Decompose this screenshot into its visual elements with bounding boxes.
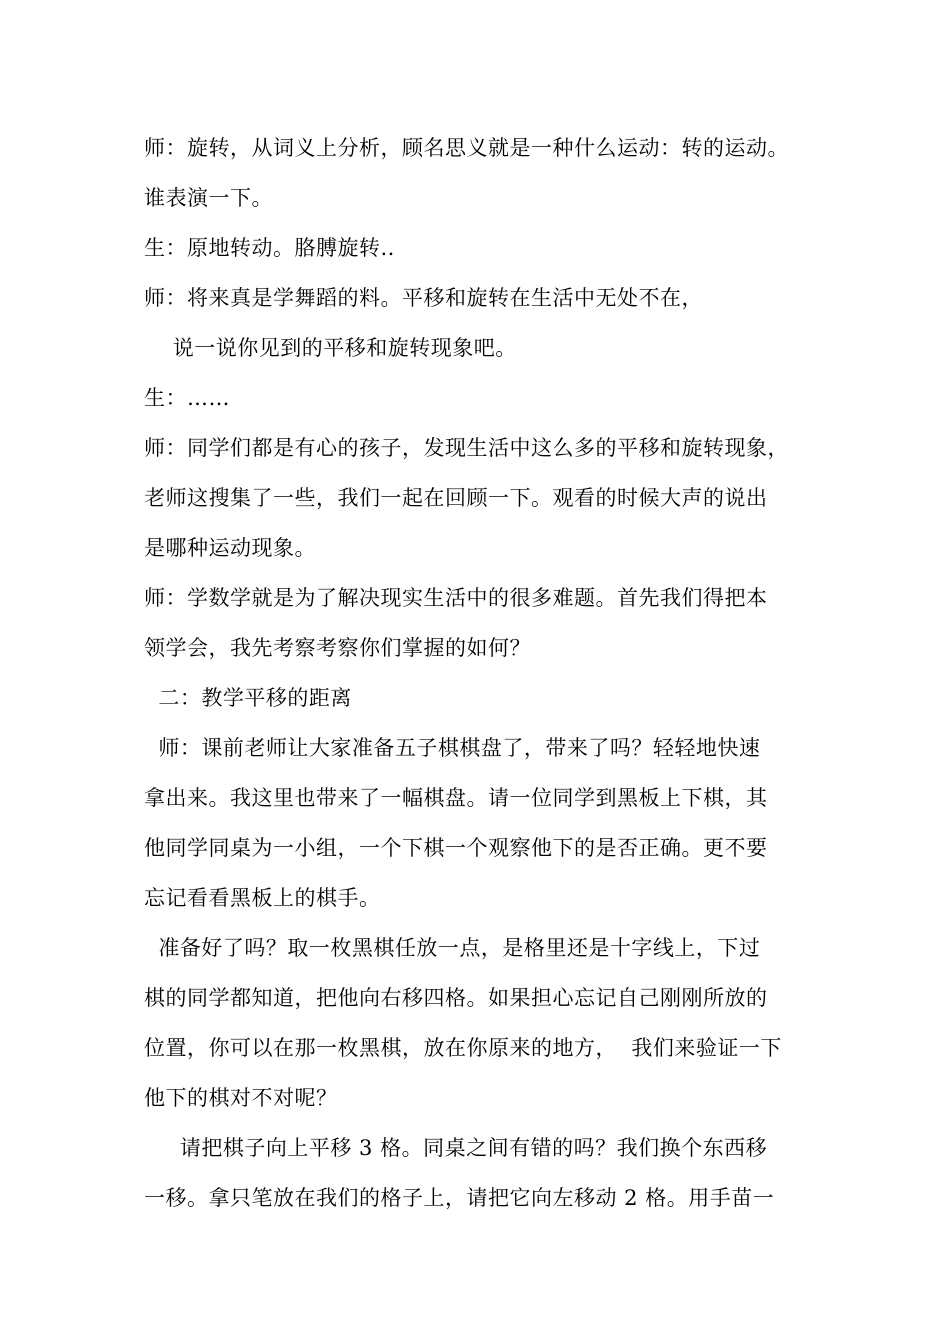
text-line-13: 师：课前老师让大家准备五子棋棋盘了，带来了吗？轻轻地快速 [144,736,761,760]
text-line-7: 师：同学们都是有心的孩子，发现生活中这么多的平移和旋转现象， [144,436,789,460]
text-line-10: 师：学数学就是为了解决现实生活中的很多难题。首先我们得把本 [144,586,768,610]
text-line-18: 棋的同学都知道，把他向右移四格。如果担心忘记自己刚刚所放的 [144,986,768,1010]
text-line-9: 是哪种运动现象。 [144,536,316,560]
text-line-15: 他同学同桌为一小组，一个下棋一个观察他下的是否正确。更不要 [144,836,768,860]
text-line-17: 准备好了吗？取一枚黑棋任放一点，是格里还是十字线上，下过 [144,936,761,960]
text-line-11: 领学会，我先考察考察你们掌握的如何？ [144,636,531,660]
text-line-22: 一移。拿只笔放在我们的格子上，请把它向左移动 2 格。用手苗一 [144,1186,775,1210]
text-line-5: 说一说你见到的平移和旋转现象吧。 [144,336,517,360]
text-line-20: 他下的棋对不对呢？ [144,1086,338,1110]
text-line-16: 忘记看看黑板上的棋手。 [144,886,381,910]
text-line-1: 师：旋转，从词义上分析，顾名思义就是一种什么运动：转的运动。 [144,136,789,160]
section-heading: 二：教学平移的距离 [144,686,352,710]
text-line-2: 谁表演一下。 [144,186,273,210]
text-line-14: 拿出来。我这里也带来了一幅棋盘。请一位同学到黑板上下棋，其 [144,786,768,810]
text-line-3: 生：原地转动。胳膊旋转.. [144,236,395,260]
text-line-4: 师：将来真是学舞蹈的料。平移和旋转在生活中无处不在， [144,286,703,310]
text-line-8: 老师这搜集了一些，我们一起在回顾一下。观看的时候大声的说出 [144,486,768,510]
text-line-19: 位置，你可以在那一枚黑棋，放在你原来的地方， 我们来验证一下 [144,1036,782,1060]
text-line-21: 请把棋子向上平移 3 格。同桌之间有错的吗？我们换个东西移 [144,1136,768,1160]
text-line-6: 生：…… [144,386,230,410]
